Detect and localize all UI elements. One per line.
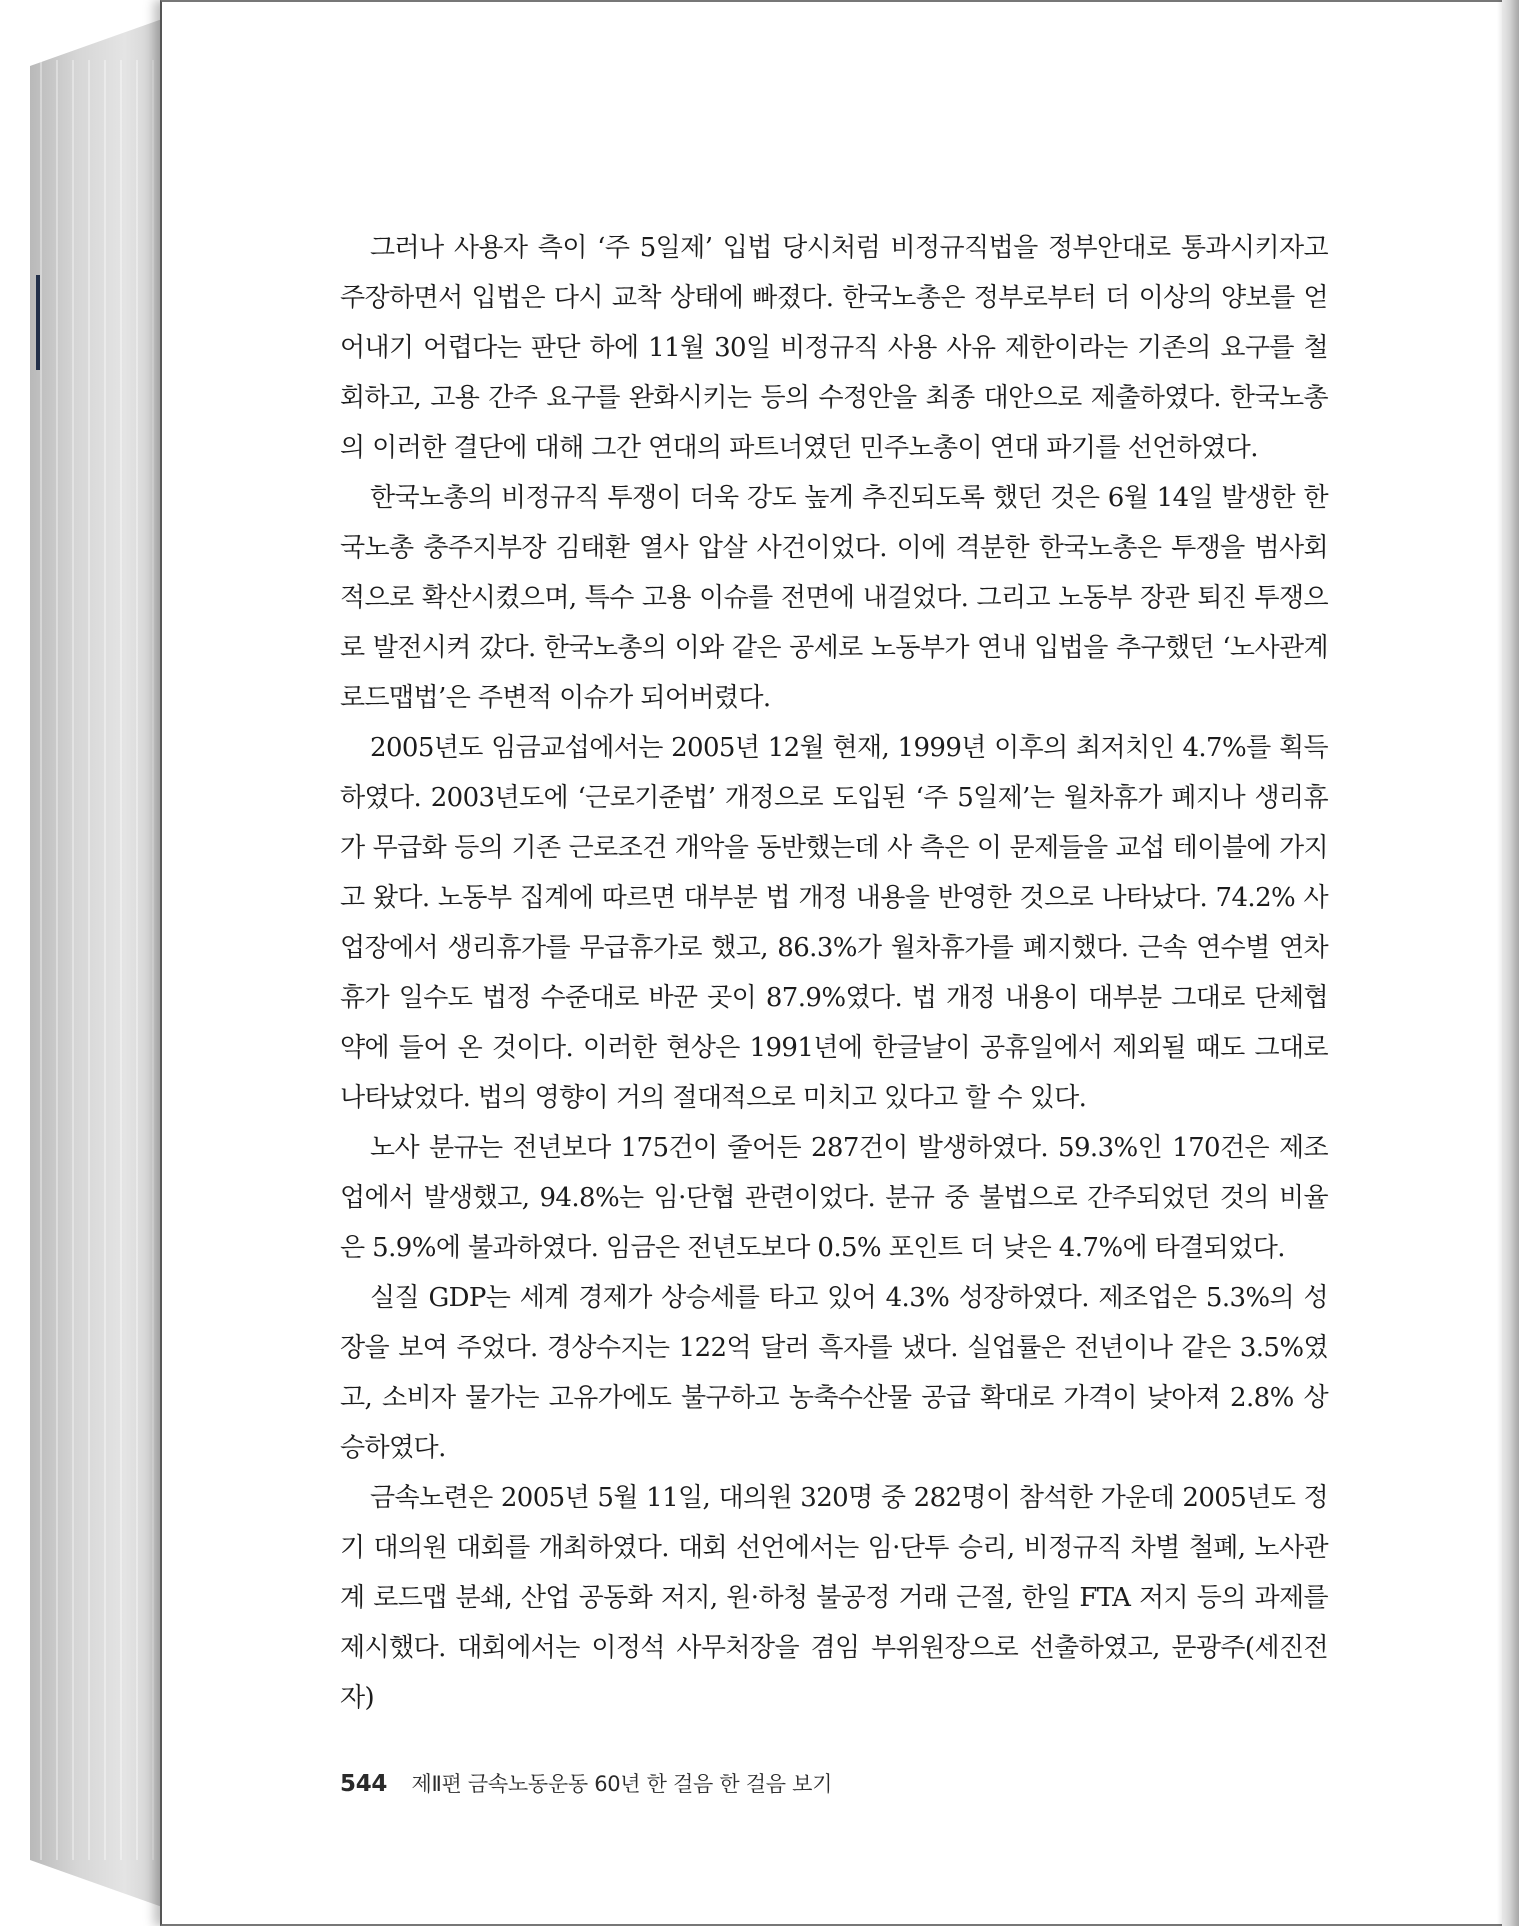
paragraph-2: 한국노총의 비정규직 투쟁이 더욱 강도 높게 추진되도록 했던 것은 6월 14일 발생한 한국노총 충주지부장 김태환 열사 압살 사건이었다. 이에 격분한 한국노총은 투쟁을 범사회적으로 확산시켰으며, 특수 고용 이슈를 전면에 내걸었다. 그리고 노동부 장관 퇴진 투쟁으로 발전시켜 갔다. 한국노총의 이와 같은 공세로 노동부가 연내 입법을 추구했던 ‘노사관계 로드맵법’은 주변적 이슈가 되어버렸다. — [340, 483, 1328, 713]
paragraph-6: 금속노련은 2005년 5월 11일, 대의원 320명 중 282명이 참석한 가운데 2005년도 정기 대의원 대회를 개최하였다. 대회 선언에서는 임·단투 승리, 비정규직 차별 철폐, 노사관계 로드맵 분쇄, 산업 공동화 저지, 원·하청 불공정 거래 근절, 한일 FTA 저지 등의 과제를 제시했다. 대회에서는 이정석 사무처장을 겸임 부위원장으로 선출하였고, 문광주(세진전자) — [340, 1483, 1328, 1713]
paragraph-4: 노사 분규는 전년보다 175건이 줄어든 287건이 발생하였다. 59.3%인 170건은 제조업에서 발생했고, 94.8%는 임·단협 관련이었다. 분규 중 불법으로 간주되었던 것의 비율은 5.9%에 불과하였다. 임금은 전년도보다 0.5% 포인트 더 낮은 4.7%에 타결되었다. — [340, 1133, 1328, 1263]
running-footer-section: 제Ⅱ편 금속노동운동 60년 한 걸음 한 걸음 보기 — [411, 1772, 833, 1796]
body-text — [340, 223, 1328, 1723]
page-right-shadow — [1497, 0, 1519, 1926]
page-edge-lines — [40, 60, 160, 1860]
paragraph-3: 2005년도 임금교섭에서는 2005년 12월 현재, 1999년 이후의 최저치인 4.7%를 획득하였다. 2003년도에 ‘근로기준법’ 개정으로 도입된 ‘주 5일제’는 월차휴가 폐지나 생리휴가 무급화 등의 기존 근로조건 개악을 동반했는데 사 측은 이 문제들을 교섭 테이블에 가지고 왔다. 노동부 집계에 따르면 대부분 법 개정 내용을 반영한 것으로 나타났다. 74.2% 사업장에서 생리휴가를 무급휴가로 했고, 86.3%가 월차휴가를 폐지했다. 근속 연수별 연차휴가 일수도 법정 수준대로 바꾼 곳이 87.9%였다. 법 개정 내용이 대부분 그대로 단체협약에 들어 온 것이다. 이러한 현상은 1991년에 한글날이 공휴일에서 제외될 때도 그대로 나타났었다. 법의 영향이 거의 절대적으로 미치고 있다고 할 수 있다. — [340, 733, 1328, 1113]
spine-mark — [36, 275, 40, 370]
page-number: 544 — [340, 1771, 388, 1797]
paragraph-5: 실질 GDP는 세계 경제가 상승세를 타고 있어 4.3% 성장하였다. 제조업은 5.3%의 성장을 보여 주었다. 경상수지는 122억 달러 흑자를 냈다. 실업률은 전년이나 같은 3.5%였고, 소비자 물가는 고유가에도 불구하고 농축수산물 공급 확대로 가격이 낮아져 2.8% 상승하였다. — [340, 1283, 1328, 1463]
paragraph-1: 그러나 사용자 측이 ‘주 5일제’ 입법 당시처럼 비정규직법을 정부안대로 통과시키자고 주장하면서 입법은 다시 교착 상태에 빠졌다. 한국노총은 정부로부터 더 이상의 양보를 얻어내기 어렵다는 판단 하에 11월 30일 비정규직 사용 사유 제한이라는 기존의 요구를 철회하고, 고용 간주 요구를 완화시키는 등의 수정안을 최종 대안으로 제출하였다. 한국노총의 이러한 결단에 대해 그간 연대의 파트너였던 민주노총이 연대 파기를 선언하였다. — [340, 233, 1328, 463]
page-footer — [340, 1768, 832, 1798]
